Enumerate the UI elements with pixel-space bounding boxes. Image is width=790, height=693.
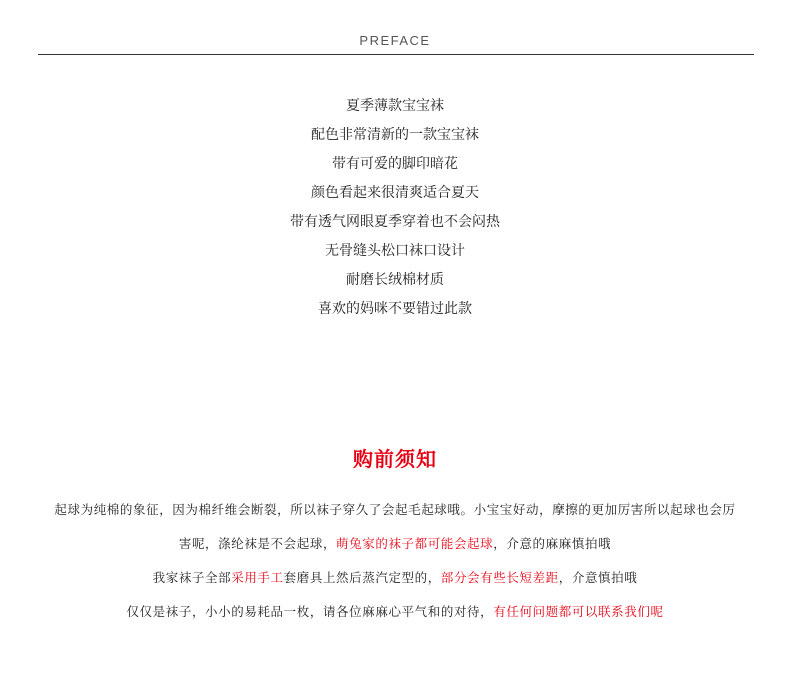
product-line-2: 配色非常清新的一款宝宝袜 (311, 127, 479, 143)
notice-line-3-text-c: ，介意慎拍哦 (558, 570, 638, 585)
product-line-6: 无骨缝头松口袜口设计 (325, 243, 465, 259)
product-line-8: 喜欢的妈咪不要错过此款 (318, 301, 472, 317)
notice-line-2-text-a: 害呢，涤纶袜是不会起球， (178, 536, 337, 551)
notice-line-3-highlight-2: 部分会有些长短差距 (440, 570, 559, 585)
notice-line-4 (0, 601, 790, 635)
preface-title: PREFACE (359, 33, 431, 48)
product-line-3: 带有可爱的脚印暗花 (332, 156, 458, 172)
notice-line-4-highlight: 有任何问题都可以联系我们呢 (493, 604, 664, 619)
notice-line-3-text-b: 套磨具上然后蒸汽定型的， (283, 570, 441, 585)
notice-line-2-text-b: ，介意的麻麻慎拍哦 (493, 536, 612, 551)
preface-divider (38, 54, 754, 55)
product-line-4: 颜色看起来很清爽适合夏天 (311, 185, 479, 201)
notice-line-2 (0, 533, 790, 567)
notice-line-3-highlight-1: 采用手工 (231, 570, 284, 585)
product-line-7: 耐磨长绒棉材质 (346, 272, 444, 288)
notice-line-2-highlight: 萌兔家的袜子都可能会起球 (336, 536, 494, 551)
notice-line-1-text: 起球为纯棉的象征，因为棉纤维会断裂，所以袜子穿久了会起毛起球哦。小宝宝好动，摩擦的更加厉害所以起球也会厉 (54, 502, 736, 517)
notice-text-block (0, 499, 790, 635)
notice-line-1 (0, 499, 790, 533)
product-line-1: 夏季薄款宝宝袜 (346, 98, 444, 114)
notice-line-3-text-a: 我家袜子全部 (152, 570, 232, 585)
notice-line-4-text-a: 仅仅是袜子，小小的易耗品一枚，请各位麻麻心平气和的对待， (126, 604, 494, 619)
product-description-list (0, 95, 790, 327)
notice-heading: 购前须知 (353, 447, 437, 471)
product-line-5: 带有透气网眼夏季穿着也不会闷热 (290, 214, 500, 230)
notice-line-3 (0, 567, 790, 601)
